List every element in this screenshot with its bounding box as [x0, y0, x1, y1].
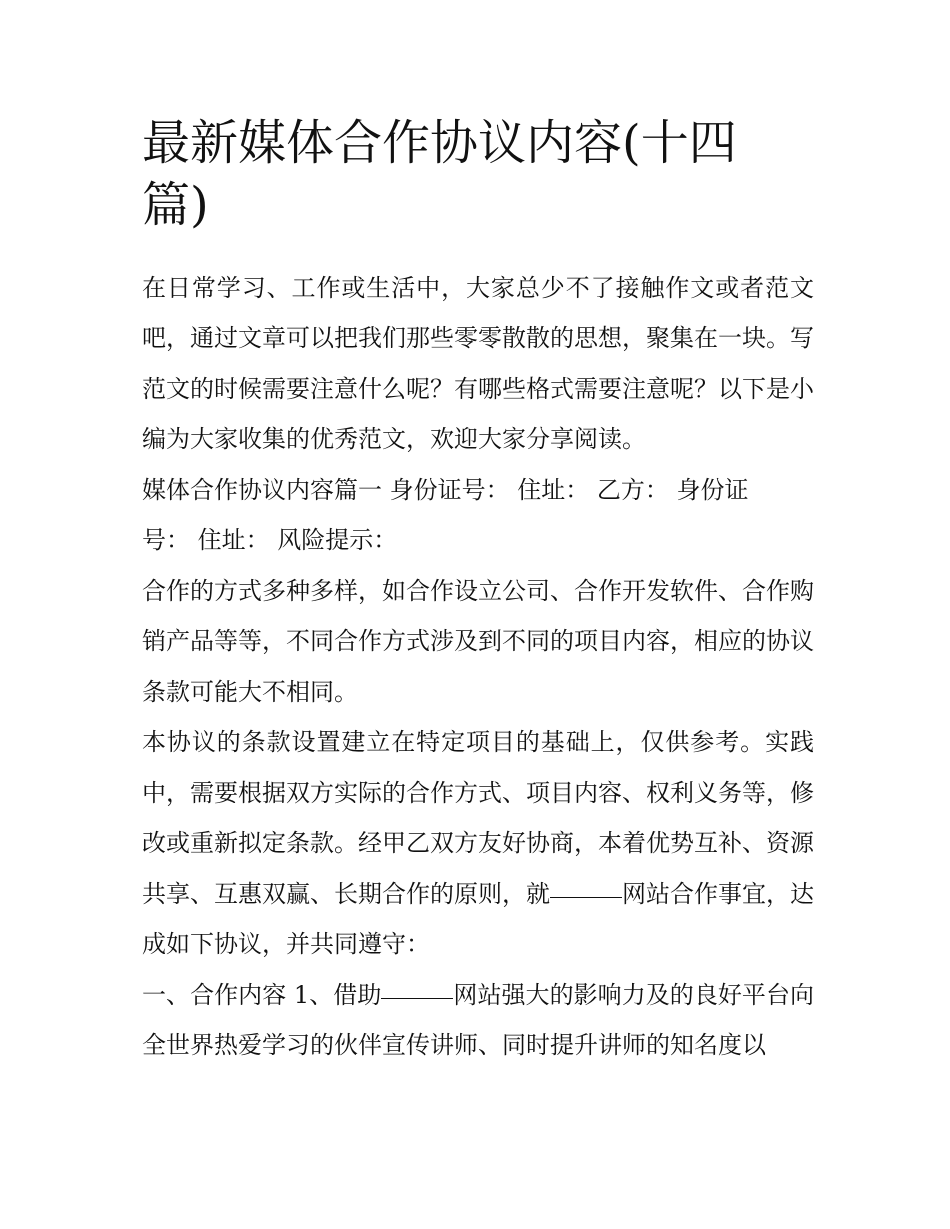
document-title: 最新媒体合作协议内容(十四篇): [142, 115, 737, 234]
terms-text-before: 本协议的条款设置建立在特定项目的基础上，仅供参考。实践中，需要根据双方实际的合作方式、项目内容、权利义务等，修改或重新拟定条款。经甲乙双方友好协商，本着优势互补、资源共享、互惠双赢、长期合作的原则，就: [142, 728, 814, 908]
parties-paragraph: 媒体合作协议内容篇一 身份证号： 住址： 乙方： 身份证号： 住址： 风险提示：: [142, 475, 749, 555]
risk-paragraph: 合作的方式多种多样，如合作设立公司、合作开发软件、合作购销产品等等，不同合作方式涉及到不同的项目内容，相应的协议条款可能大不相同。: [142, 576, 814, 706]
website-name-blank: [550, 896, 622, 898]
website-name-blank-2: [381, 997, 453, 999]
intro-paragraph: 在日常学习、工作或生活中，大家总少不了接触作文或者范文吧，通过文章可以把我们那些零零散散的思想，聚集在一块。写范文的时候需要注意什么呢？有哪些格式需要注意呢？以下是小编为大家收集的优秀范文，欢迎大家分享阅读。: [142, 273, 814, 454]
terms-paragraph: [142, 717, 814, 970]
terms-text-after: 网站合作事宜，达成如下协议，并共同遵守：: [142, 879, 814, 959]
document-page: [142, 112, 814, 1071]
content-text-before: 一、合作内容 1、借助: [142, 980, 382, 1009]
content-text-after: 网站强大的影响力及的良好平台向全世界热爱学习的伙伴宣传讲师、同时提升讲师的知名度以: [142, 980, 815, 1060]
cooperation-content-paragraph: [142, 970, 814, 1071]
